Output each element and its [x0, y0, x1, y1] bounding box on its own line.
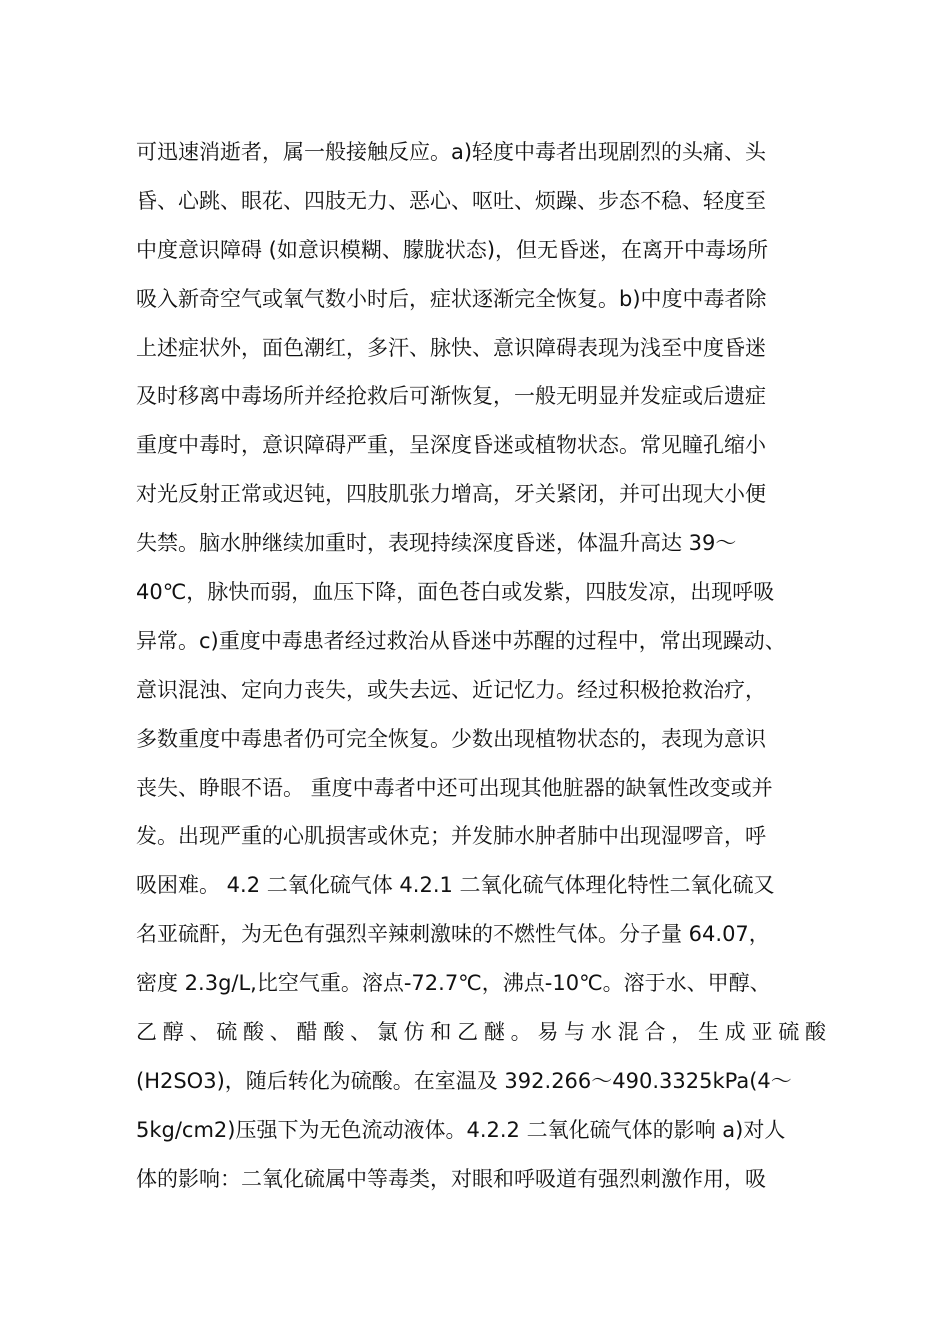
- text-line-21: 5kg/cm2)压强下为无色流动液体。4.2.2 二氧化硫气体的影响 a)对人: [136, 1117, 786, 1142]
- text-line-8: 对光反射正常或迟钝，四肢肌张力增高，牙关紧闭，并可出现大小便: [136, 482, 766, 507]
- text-line-22: 体的影响：二氧化硫属中等毒类，对眼和呼吸道有强烈刺激作用，吸: [136, 1166, 766, 1191]
- text-line-18: 密度 2.3g/L,比空气重。溶点-72.7℃，沸点-10℃。溶于水、甲醇、: [136, 971, 771, 996]
- text-line-13: 多数重度中毒患者仍可完全恢复。少数出现植物状态的，表现为意识: [136, 726, 766, 751]
- text-line-5: 上述症状外，面色潮红，多汗、脉快、意识障碍表现为浅至中度昏迷: [136, 335, 766, 360]
- body-text: [136, 128, 826, 1204]
- text-line-7: 重度中毒时，意识障碍严重，呈深度昏迷或植物状态。常见瞳孔缩小: [136, 433, 766, 458]
- text-line-12: 意识混浊、定向力丧失，或失去远、近记忆力。经过积极抢救治疗，: [136, 677, 766, 702]
- text-line-19: 乙醇、硫酸、醋酸、氯仿和乙醚。易与水混合，生成亚硫酸: [136, 1020, 826, 1045]
- text-line-16: 吸困难。 4.2 二氧化硫气体 4.2.1 二氧化硫气体理化特性二氧化硫又: [136, 873, 775, 898]
- text-line-15: 发。出现严重的心肌损害或休克；并发肺水肿者肺中出现湿啰音，呼: [136, 824, 766, 849]
- text-line-20: (H2SO3)，随后转化为硫酸。在室温及 392.266～490.3325kPa(4～: [136, 1068, 792, 1093]
- text-line-17: 名亚硫酐，为无色有强烈辛辣刺激味的不燃性气体。分子量 64.07，: [136, 922, 770, 947]
- text-line-6: 及时移离中毒场所并经抢救后可渐恢复，一般无明显并发症或后遗症: [136, 384, 766, 409]
- text-line-4: 吸入新奇空气或氧气数小时后，症状逐渐完全恢复。b)中度中毒者除: [136, 286, 767, 311]
- text-line-10: 40℃，脉快而弱，血压下降，面色苍白或发紫，四肢发凉，出现呼吸: [136, 580, 775, 605]
- text-line-1: 可迅速消逝者，属一般接触反应。a)轻度中毒者出现剧烈的头痛、头: [136, 140, 767, 164]
- text-line-9: 失禁。脑水肿继续加重时，表现持续深度昏迷，体温升高达 39～: [136, 531, 737, 556]
- text-line-2: 昏、心跳、眼花、四肢无力、恶心、呕吐、烦躁、步态不稳、轻度至: [136, 188, 766, 213]
- text-line-14: 丧失、睁眼不语。 重度中毒者中还可出现其他脏器的缺氧性改变或并: [136, 775, 773, 800]
- text-line-11: 异常。c)重度中毒患者经过救治从昏迷中苏醒的过程中，常出现躁动、: [136, 628, 786, 653]
- text-line-3: 中度意识障碍 (如意识模糊、朦胧状态)，但无昏迷，在离开中毒场所: [136, 237, 769, 262]
